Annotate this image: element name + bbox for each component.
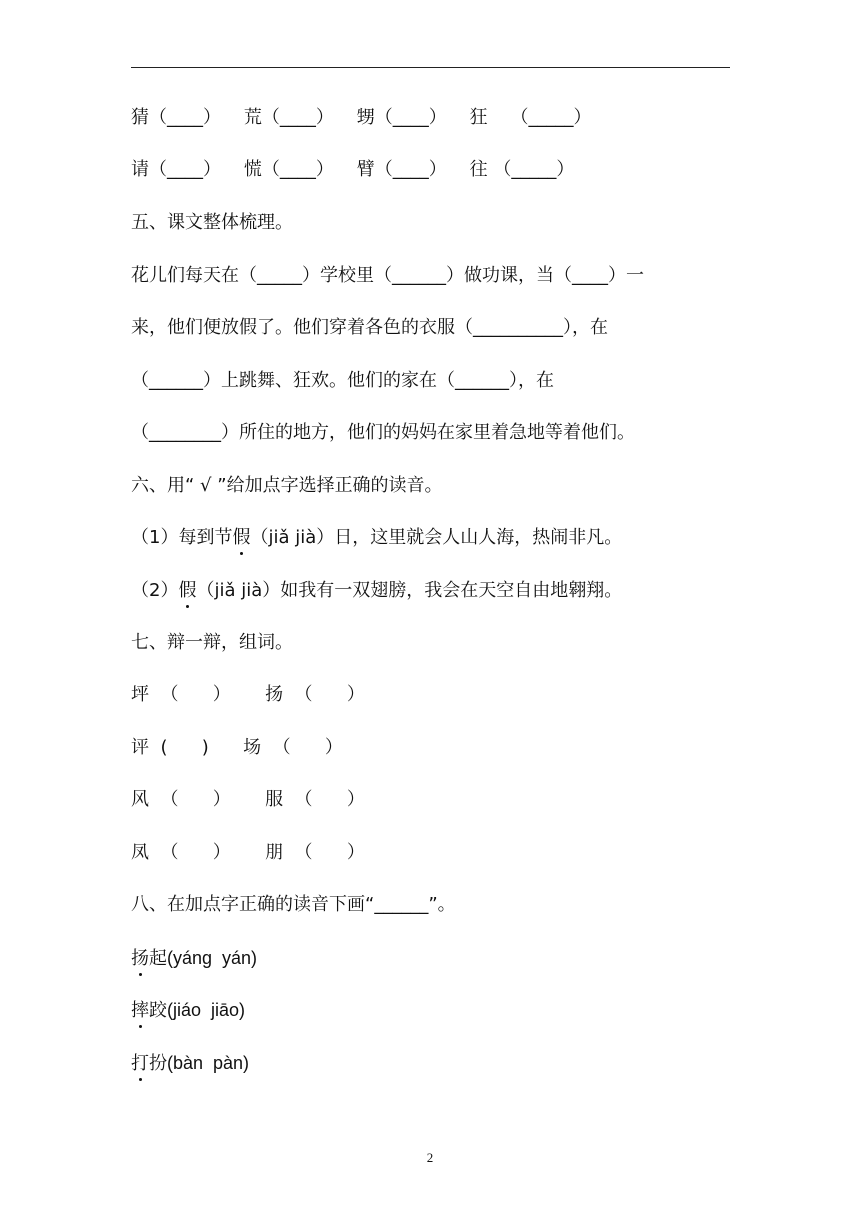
dotted-char: 假 <box>178 580 197 601</box>
q6-item-1: （1）每到节假（jiǎ jià）日，这里就会人山人海，热闹非凡。 <box>131 527 623 548</box>
summary-line-3: （______）上跳舞、狂欢。他们的家在（______），在 <box>131 370 554 391</box>
dotted-char: 打 <box>131 1053 149 1074</box>
fill-row-2: 请（____） 慌（____） 臂（____） 往 （_____） <box>131 159 575 180</box>
word-row-1: 坪 （ ） 扬 （ ） <box>131 684 365 705</box>
word-row-4: 凤 （ ） 朋 （ ） <box>131 842 365 863</box>
q6-item-2: （2）假（jiǎ jià）如我有一双翅膀，我会在天空自由地翱翔。 <box>131 580 623 601</box>
dotted-char: 假 <box>232 527 251 548</box>
page-number: 2 <box>426 1150 434 1165</box>
summary-line-2: 来，他们便放假了。他们穿着各色的衣服（__________），在 <box>131 317 608 338</box>
word-row-3: 风 （ ） 服 （ ） <box>131 789 365 810</box>
q8-item-2: 摔跤(jiáo jiāo) <box>131 1000 246 1021</box>
q8-item-3: 打扮(bàn pàn) <box>131 1053 250 1074</box>
section-7-heading: 七、辩一辩，组词。 <box>131 632 293 653</box>
dotted-char: 扬 <box>131 948 149 969</box>
section-8-heading: 八、在加点字正确的读音下画“______”。 <box>131 894 456 915</box>
header-rule <box>131 67 730 68</box>
q8-item-1: 扬起(yáng yán) <box>131 948 258 969</box>
section-5-heading: 五、课文整体梳理。 <box>131 212 293 233</box>
summary-line-4: （________）所住的地方，他们的妈妈在家里着急地等着他们。 <box>131 422 635 443</box>
fill-row-1: 猜（____） 荒（____） 甥（____） 狂 （_____） <box>131 107 592 128</box>
dotted-char: 摔 <box>131 1000 149 1021</box>
summary-line-1: 花儿们每天在（_____）学校里（______）做功课，当（____）一 <box>131 265 644 286</box>
section-6-heading: 六、用“ √ ”给加点字选择正确的读音。 <box>131 475 443 496</box>
word-row-2: 评 ( ) 场 （ ） <box>131 737 343 758</box>
